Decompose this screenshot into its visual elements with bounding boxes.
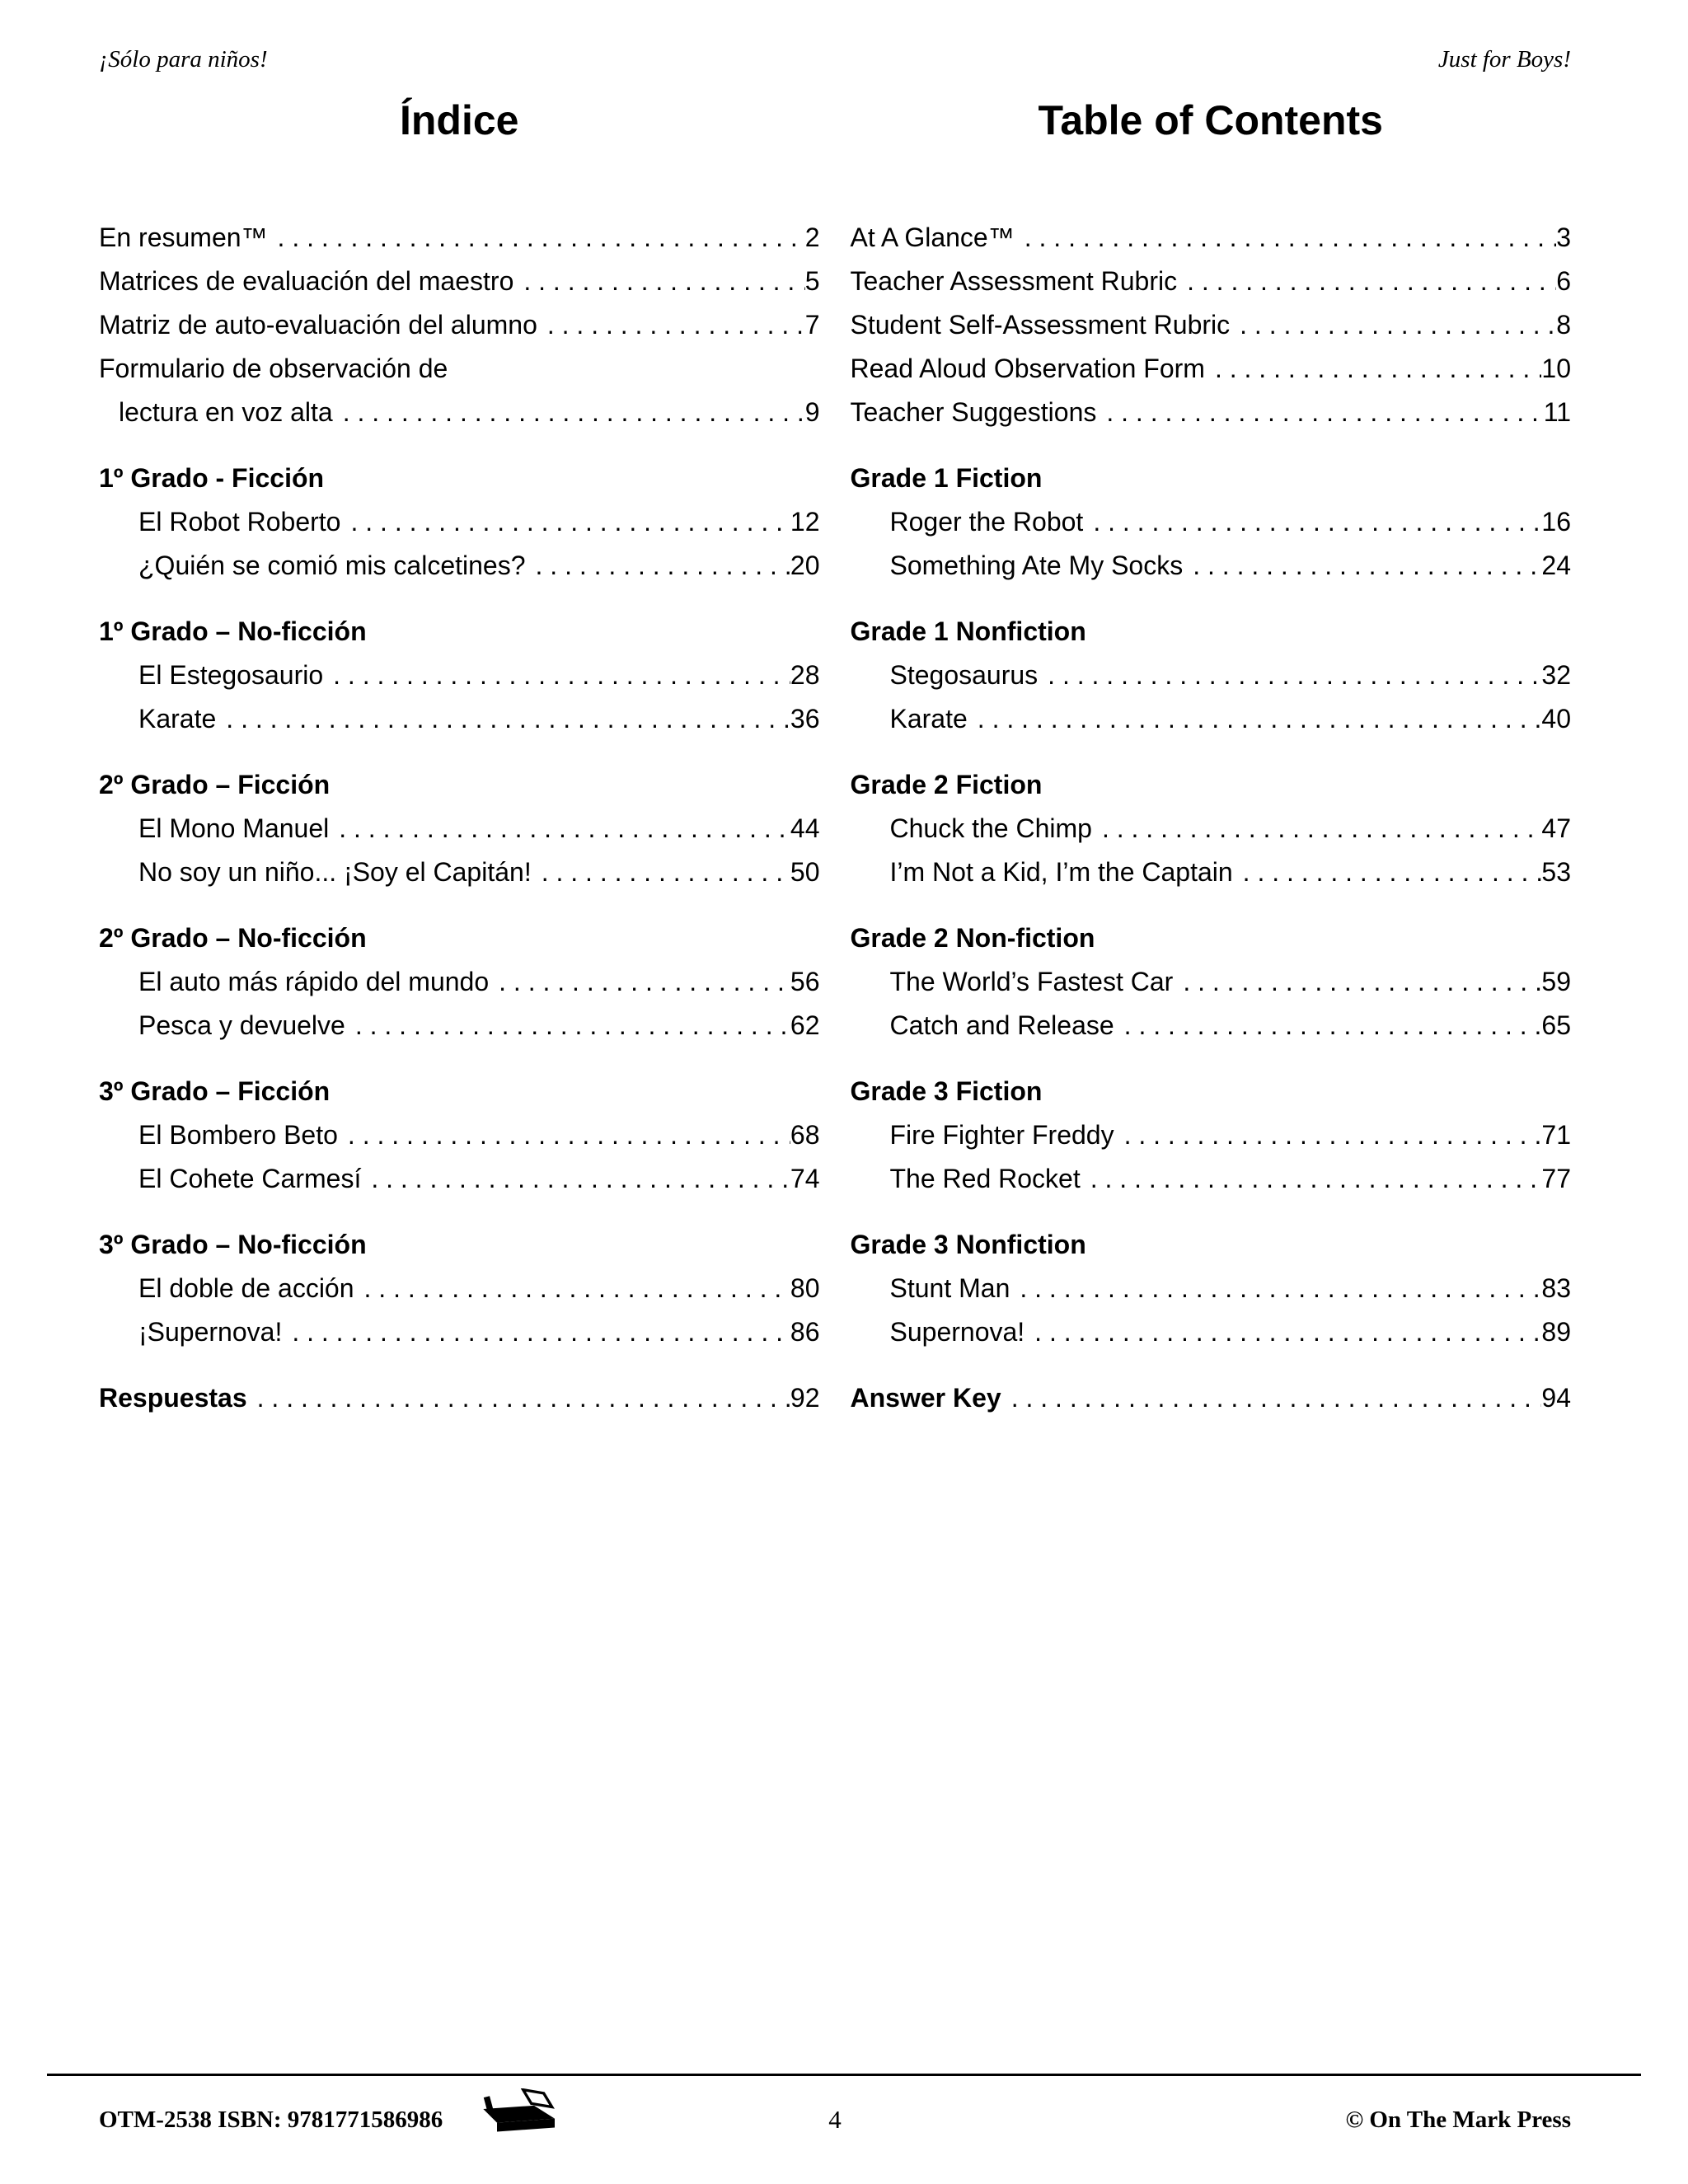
running-head-english: Just for Boys! [1437,46,1571,73]
toc-entry-title: Matrices de evaluación del maestro [99,266,514,296]
dot-leader [1015,216,1556,260]
toc-entry [851,851,1572,894]
toc-entry-page: 24 [1541,551,1571,580]
footer-divider [47,2074,1641,2076]
dot-leader [216,697,790,741]
toc-entry [851,544,1572,588]
toc-entry [99,391,820,434]
toc-section-heading: Grade 2 Non-fiction [850,923,1095,953]
footer [99,2088,1571,2150]
toc-heading-english: Table of Contents [1038,97,1383,143]
toc-entry-page: 77 [1541,1164,1571,1193]
toc-entry-page: 10 [1541,354,1571,383]
toc-entry [851,1310,1572,1354]
toc-section [851,916,1572,1047]
toc-section [851,1223,1572,1354]
dot-leader [1092,807,1541,851]
dot-leader [338,1113,790,1157]
toc-columns [99,96,1571,1420]
toc-column-english [851,96,1572,1420]
toc-entry-page: 47 [1541,813,1571,843]
toc-entry [851,960,1572,1004]
toc-entry-title: Teacher Assessment Rubric [850,266,1178,296]
toc-entry-title: El Estegosaurio [138,660,324,690]
toc-entry-page: 44 [790,813,820,843]
toc-section [99,457,820,588]
toc-entry [99,347,820,391]
toc-column-spanish [99,96,820,1420]
dot-leader [526,544,790,588]
toc-entry [851,1113,1572,1157]
toc-entry [99,303,820,347]
toc-entry-title: No soy un niño... ¡Soy el Capitán! [138,857,532,887]
toc-section-heading: 3º Grado – Ficción [99,1076,331,1106]
toc-entry-title: ¡Supernova! [138,1317,283,1347]
toc-entry-page: 83 [1541,1273,1571,1303]
dot-leader [361,1157,790,1201]
toc-entry-title: Karate [138,704,217,733]
toc-section-heading: Grade 2 Fiction [850,770,1043,799]
toc-entry-title: Supernova! [889,1317,1025,1347]
toc-entry-title: Matriz de auto-evaluación del alumno [99,310,537,340]
dot-leader [1183,544,1541,588]
toc-entry [851,697,1572,741]
dot-leader [489,960,790,1004]
toc-entry [99,1310,820,1354]
toc-entry-title: El Cohete Carmesí [138,1164,362,1193]
toc-section-heading: 1º Grado - Ficción [99,463,325,493]
toc-entry-page: 7 [804,310,820,340]
dot-leader [282,1310,790,1354]
dot-leader [333,391,805,434]
dot-leader [329,807,790,851]
isbn-text: OTM-2538 ISBN: 9781771586986 [99,2106,443,2133]
toc-entry [99,1004,820,1047]
toc-body-english [851,216,1572,1420]
toc-entry-title: Teacher Suggestions [850,397,1097,427]
toc-entry-title: Stegosaurus [889,660,1039,690]
toc-entry-title: Pesca y devuelve [138,1010,345,1040]
toc-section [851,763,1572,894]
toc-entry-page: 71 [1541,1120,1571,1150]
dot-leader [1096,391,1543,434]
toc-section-heading: 3º Grado – No-ficción [99,1230,367,1259]
toc-entry [99,500,820,544]
toc-section [99,1223,820,1354]
toc-entry [99,544,820,588]
toc-entry [99,1157,820,1201]
toc-entry-page: 65 [1541,1010,1571,1040]
toc-section [99,763,820,894]
toc-section-heading: Grade 1 Nonfiction [850,616,1086,646]
toc-body-spanish [99,216,820,1420]
toc-entry-title: Answer Key [850,1383,1001,1413]
toc-entry-title: Read Aloud Observation Form [850,354,1205,383]
toc-entry [851,807,1572,851]
toc-entry-page: 86 [790,1317,820,1347]
dot-leader [268,216,805,260]
toc-entry-page: 5 [804,266,820,296]
toc-entry-title: The Red Rocket [889,1164,1081,1193]
dot-leader [968,697,1542,741]
toc-section-heading: Grade 3 Fiction [850,1076,1043,1106]
toc-entry-page: 36 [790,704,820,733]
running-heads [99,45,1571,74]
toc-entry-title: El doble de acción [138,1273,354,1303]
toc-entry-page: 9 [804,397,820,427]
toc-section-heading: Grade 3 Nonfiction [850,1230,1086,1259]
dot-leader [340,500,790,544]
toc-entry-title: Fire Fighter Freddy [889,1120,1114,1150]
toc-section [99,1070,820,1201]
toc-entry-page: 20 [790,551,820,580]
toc-entry-page: 12 [790,507,820,537]
toc-entry-title: El auto más rápido del mundo [138,967,490,996]
dot-leader [1010,1267,1541,1310]
toc-entry-page: 68 [790,1120,820,1150]
toc-heading-spanish: Índice [400,97,519,143]
toc-entry [851,1267,1572,1310]
toc-entry [99,654,820,697]
toc-section [99,610,820,741]
dot-leader [1083,500,1541,544]
toc-entry-title: Respuestas [99,1383,247,1413]
toc-section [851,457,1572,588]
toc-entry-page: 53 [1541,857,1571,887]
toc-entry-title: Something Ate My Socks [889,551,1184,580]
toc-entry-page: 2 [804,223,820,252]
toc-entry [99,851,820,894]
dot-leader [345,1004,790,1047]
toc-entry [851,303,1572,347]
toc-entry-page: 6 [1556,266,1571,296]
toc-entry-title: Roger the Robot [889,507,1084,537]
page-number: 4 [828,2104,842,2134]
toc-entry-page: 3 [1556,223,1571,252]
toc-section-heading: Grade 1 Fiction [850,463,1043,493]
toc-entry-page: 92 [790,1383,820,1413]
dot-leader [1038,654,1541,697]
toc-entry [851,391,1572,434]
toc-entry-title: En resumen™ [99,223,268,252]
toc-entry-page: 8 [1556,310,1571,340]
toc-entry [99,1113,820,1157]
toc-entry-page: 32 [1541,660,1571,690]
toc-entry [851,216,1572,260]
toc-entry-title: Stunt Man [889,1273,1010,1303]
toc-entry-title: El Robot Roberto [138,507,341,537]
toc-entry [99,697,820,741]
toc-entry-title: ¿Quién se comió mis calcetines? [138,551,526,580]
toc-entry-page: 16 [1541,507,1571,537]
toc-entry [851,260,1572,303]
toc-entry-title: Catch and Release [889,1010,1114,1040]
toc-entry-page: 59 [1541,967,1571,996]
toc-entry-page: 80 [790,1273,820,1303]
toc-entry [99,260,820,303]
toc-entry [851,500,1572,544]
toc-entry-title: The World’s Fastest Car [889,967,1174,996]
toc-entry-title: Chuck the Chimp [889,813,1092,843]
toc-entry [851,654,1572,697]
dot-leader [513,260,804,303]
toc-entry-page: 50 [790,857,820,887]
dot-leader [1114,1004,1542,1047]
toc-entry-title: Karate [889,704,968,733]
toc-entry-title: Formulario de observación de [99,354,448,383]
toc-section-heading: 1º Grado – No-ficción [99,616,367,646]
toc-entry-title: lectura en voz alta [119,397,333,427]
toc-entry-page: 94 [1541,1383,1571,1413]
dot-leader [1233,851,1542,894]
toc-section-heading: 2º Grado – No-ficción [99,923,367,953]
toc-entry [851,347,1572,391]
dot-leader [1173,960,1541,1004]
toc-section-heading: 2º Grado – Ficción [99,770,331,799]
toc-entry-page: 40 [1541,704,1571,733]
toc-entry-page: 11 [1543,397,1571,427]
printing-press-logo-icon [481,2088,563,2150]
toc-entry-page: 56 [790,967,820,996]
dot-leader [1230,303,1556,347]
toc-entry-title: El Bombero Beto [138,1120,338,1150]
toc-section [99,916,820,1047]
dot-leader [1205,347,1541,391]
dot-leader [247,1376,790,1420]
toc-entry-title: El Mono Manuel [138,813,330,843]
toc-entry [851,1376,1572,1420]
toc-entry [99,960,820,1004]
toc-entry [851,1004,1572,1047]
toc-entry [99,1376,820,1420]
dot-leader [323,654,790,697]
toc-entry-page: 28 [790,660,820,690]
dot-leader [532,851,790,894]
toc-entry-page: 74 [790,1164,820,1193]
dot-leader [354,1267,790,1310]
dot-leader [1025,1310,1541,1354]
toc-entry [851,1157,1572,1201]
footer-left [99,2088,828,2150]
dot-leader [1177,260,1556,303]
copyright-text: © On The Mark Press [1345,2106,1571,2133]
toc-entry-title: I’m Not a Kid, I’m the Captain [889,857,1233,887]
toc-entry-title: Student Self-Assessment Rubric [850,310,1231,340]
running-head-spanish: ¡Sólo para niños! [99,46,268,73]
toc-entry [99,1267,820,1310]
toc-entry [99,807,820,851]
toc-entry-title: At A Glance™ [850,223,1015,252]
dot-leader [1081,1157,1542,1201]
toc-entry [99,216,820,260]
dot-leader [1001,1376,1542,1420]
dot-leader [537,303,805,347]
toc-section [851,1070,1572,1201]
toc-entry-page: 89 [1541,1317,1571,1347]
dot-leader [1114,1113,1542,1157]
toc-entry-page: 62 [790,1010,820,1040]
toc-section [851,610,1572,741]
